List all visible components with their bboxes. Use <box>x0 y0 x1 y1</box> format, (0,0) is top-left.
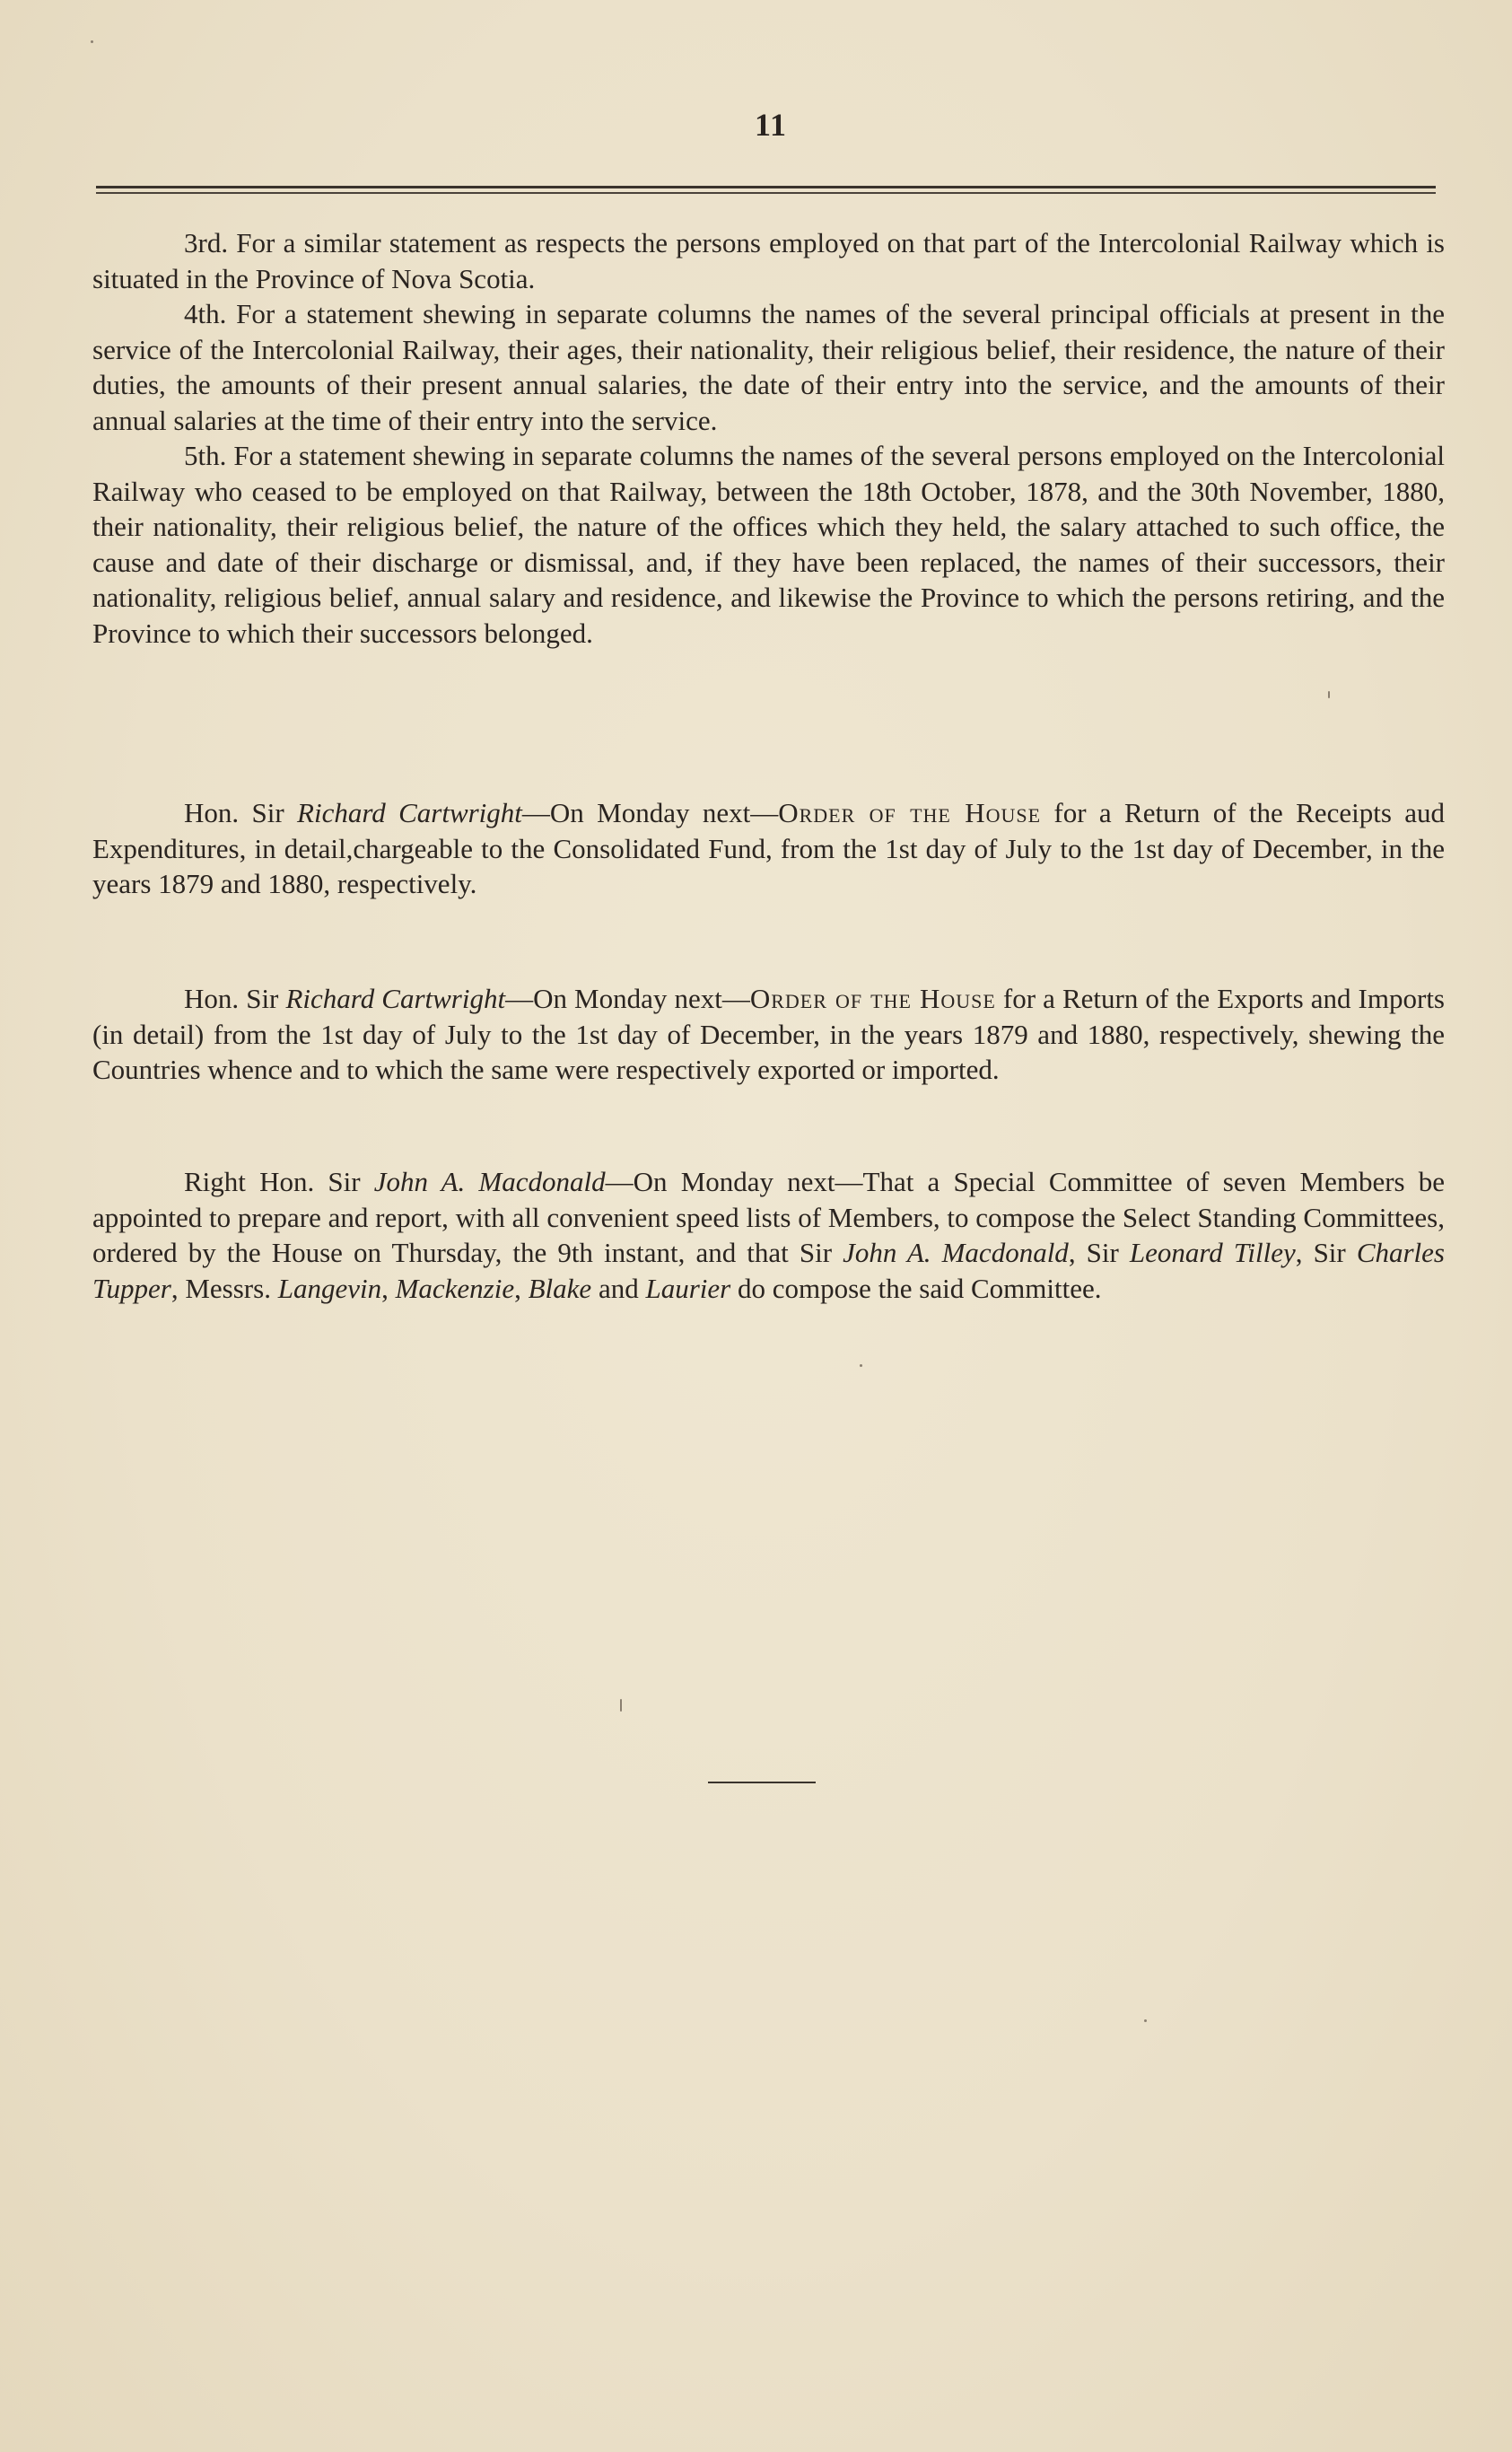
paper-speck <box>91 40 93 43</box>
motion-paragraph <box>92 981 1445 1088</box>
member-name: Richard Cartwright <box>285 983 506 1014</box>
order-of-house: Order of the House <box>749 983 996 1014</box>
paragraph-third: 3rd. For a similar statement as respects the persons employed on that part of the Intercolonial Railway which is situated in the Province of Nova Scotia. <box>92 227 1445 294</box>
motion-connector: —On Monday next— <box>505 983 750 1014</box>
committee-member-name: Mackenzie <box>395 1272 515 1304</box>
committee-member-name: Leonard Tilley <box>1129 1237 1296 1268</box>
committee-member-name: Langevin <box>277 1272 382 1304</box>
motion-prefix: Hon. Sir <box>184 983 286 1014</box>
statement-list <box>92 225 1445 651</box>
paper-speck <box>620 1699 622 1712</box>
separator: and <box>591 1272 646 1304</box>
separator: , <box>514 1272 529 1304</box>
motion-paragraph <box>92 795 1445 902</box>
paragraph-fourth: 4th. For a statement shewing in separate columns the names of the several principal officials at present in the service of the Intercolonial Railway, their ages, their nationality, their religious belief, their residence, the nature of their duties, the amounts of their present annual salaries, the date of their entry into the service, and the amounts of their annual salaries at the time of their entry into the service. <box>92 298 1445 436</box>
member-name: Richard Cartwright <box>297 797 522 828</box>
page-number: 11 <box>754 107 787 143</box>
committee-member-name: Blake <box>528 1272 592 1304</box>
motion-connector: —On Monday next— <box>521 797 779 828</box>
paper-speck <box>1328 691 1330 698</box>
separator: , <box>381 1272 396 1304</box>
motion-exports-imports <box>92 981 1445 1088</box>
motion-prefix: Right Hon. Sir <box>184 1166 374 1197</box>
paragraph-fifth: 5th. For a statement shewing in separate columns the names of the several persons employed on the Intercolonial Railway who ceased to be employed on that Railway, between the 18th October, 1878, and the 30th November, 1880, their nationality, their religious belief, the nature of the offices which they held, the salary attached to such office, the cause and date of their discharge or dismissal, and, if they have been replaced, the names of their successors, their nationality, religious belief, annual salary and residence, and likewise the Province to which the persons retiring, and the Province to which their successors belonged. <box>92 440 1445 649</box>
header-rule <box>96 186 1436 195</box>
paper-speck <box>1144 2019 1147 2022</box>
committee-member-name: Laurier <box>645 1272 731 1304</box>
order-of-house: Order of the House <box>778 797 1042 828</box>
separator: , Sir <box>1295 1237 1357 1268</box>
motion-text: do compose the said Committee. <box>730 1272 1102 1304</box>
paper-speck <box>860 1364 862 1367</box>
motion-special-committee <box>92 1164 1445 1306</box>
separator: , Sir <box>1068 1237 1130 1268</box>
motion-prefix: Hon. Sir <box>184 797 298 828</box>
motion-receipts-expenditures <box>92 795 1445 902</box>
end-rule <box>708 1782 816 1783</box>
committee-member-name: Charles Tupper <box>92 1237 1445 1304</box>
member-name: John A. Macdonald <box>373 1166 606 1197</box>
motion-paragraph <box>92 1164 1445 1306</box>
committee-member-name: John A. Macdonald <box>843 1237 1069 1268</box>
motion-body: for a Return of the Exports and Imports (in detail) from the 1st day of July to the 1st day of December, in the years 1879 and 1880, respectively, shewing the Countries whence and to which the same were respectively exported or imported. <box>92 983 1445 1085</box>
separator: , Messrs. <box>170 1272 278 1304</box>
motion-text: —On Monday next—That a Special Committee of seven Members be appointed to prepare and report, with all convenient speed lists of Members, to compose the Select Standing Committees, ordered by the House on Thursday, the 9th instant, and that Sir <box>92 1166 1446 1268</box>
motion-body: for a Return of the Receipts aud Expenditures, in detail,chargeable to the Consolidated Fund, from the 1st day of July to the 1st day of December, in the years 1879 and 1880, respectively. <box>92 797 1445 899</box>
